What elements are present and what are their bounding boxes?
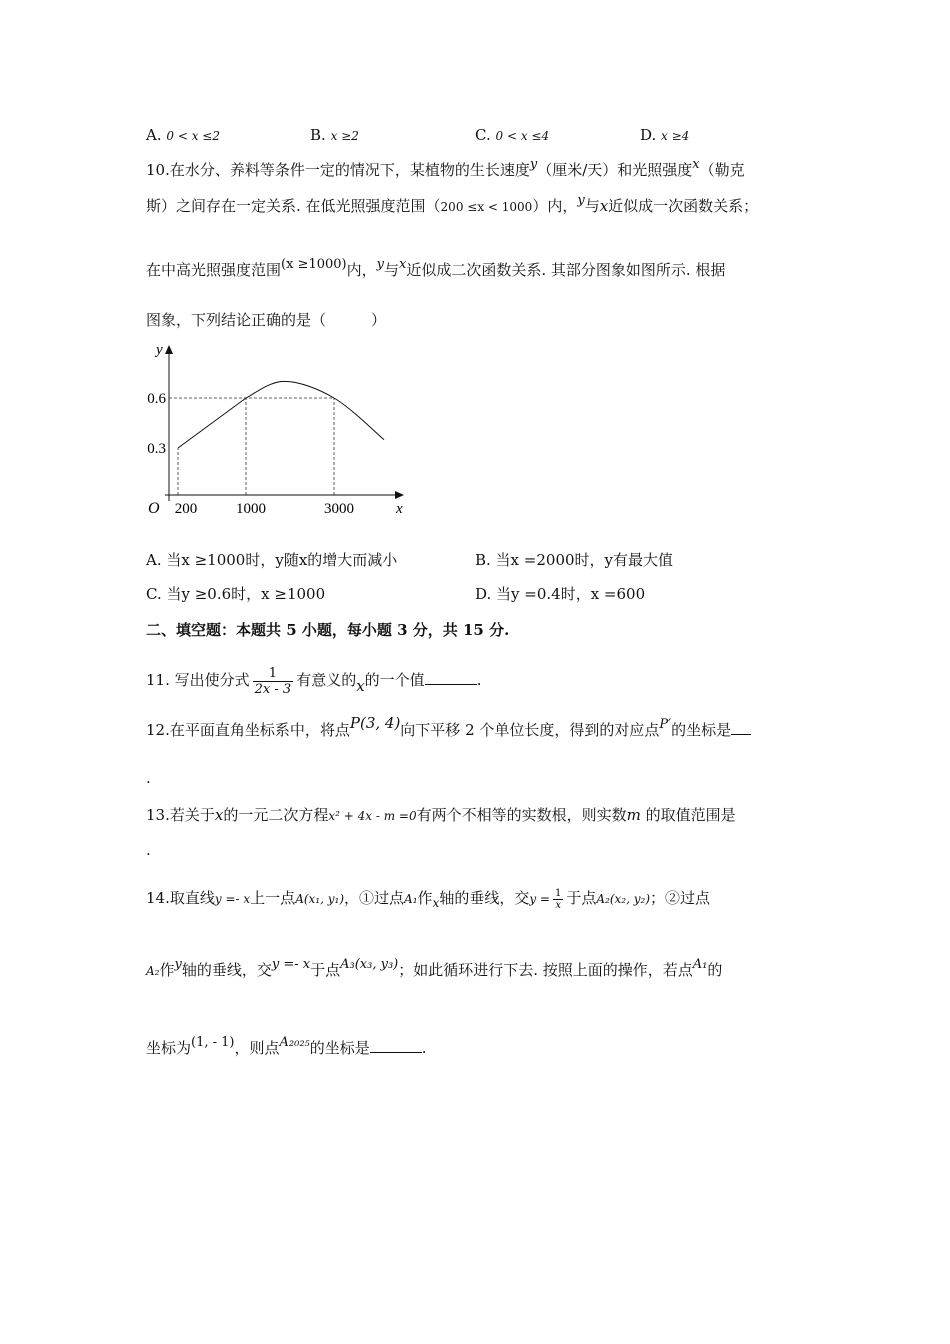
chart-quadratic-curve (246, 381, 384, 439)
q10-line-4: 图象，下列结论正确的是（ ） (146, 311, 387, 329)
q12-answer-blank[interactable] (731, 720, 751, 735)
chart-x-tick-label: 3000 (324, 501, 354, 517)
q12: 12.在平面直角坐标系中，将点P(3, 4)向下平移 2 个单位长度，得到的对应点P′的坐标是 (146, 720, 751, 742)
q11-fraction: $\frac{1}{2x - 3}$ (254, 665, 292, 697)
chart-y-axis-arrow (165, 345, 173, 354)
q10-option-d: D. 当y =0.4时，x =600 (475, 585, 646, 603)
q10-function-graph (140, 340, 403, 525)
chart-linear-segment (178, 398, 246, 448)
q14-line-3: 坐标为(1, - 1)，则点A₂₀₂₅的坐标是 . (146, 1035, 427, 1057)
q9-option-a: A. 0 < x ≤2 (146, 126, 220, 144)
q11: 11. 写出使分式 $\frac{1}{2x - 3}$ 有意义的x的一个值 . (146, 665, 482, 697)
q9-option-d: D. x ≥4 (640, 126, 690, 144)
q13: 13.若关于x的一元二次方程x² + 4x - m =0有两个不相等的实数根，则实数m 的取值范围是 (146, 806, 736, 824)
q13-period: . (146, 841, 151, 859)
chart-guide-lines (169, 398, 334, 495)
q10-option-a: A. 当x ≥1000时，y随x的增大而减小 (146, 551, 398, 569)
chart-x-axis-arrow (395, 491, 404, 499)
chart-x-tick-label: 200 (174, 501, 198, 517)
chart-y-label: y (156, 342, 163, 358)
q10-line-2: 斯）之间存在一定关系. 在低光照强度范围（200 ≤x < 1000）内，y与x近似成一次函数关系； (146, 193, 759, 215)
q9-option-b: B. x ≥2 (310, 126, 359, 144)
q10-option-b: B. 当x =2000时，y有最大值 (475, 551, 674, 569)
q14-line-1: 14.取直线y =- x上一点A(x₁, y₁)，①过点A₁作$_x$轴的垂线，交y = $\frac{1}{x}$ 于点A₂(x₂, y₂)；②过点 (146, 887, 711, 911)
q12-period: . (146, 769, 151, 787)
q10-line-3: 在中高光照强度范围(x ≥1000)内，y与x近似成二次函数关系. 其部分图象如图所示. 根据 (146, 257, 726, 279)
q14-answer-blank[interactable] (370, 1038, 422, 1053)
q10-option-c: C. 当y ≥0.6时，x ≥1000 (146, 585, 326, 603)
section-2-heading: 二、填空题：本题共 5 小题，每小题 3 分，共 15 分. (146, 621, 510, 639)
chart-x-tick-label: 1000 (236, 501, 266, 517)
chart-y-tick-label: 0.3 (147, 441, 166, 457)
chart-origin-label: O (148, 500, 160, 517)
q14-line-2: A₂作y轴的垂线，交y =- x于点A₃(x₃, y₃)；如此循环进行下去. 按照上面的操作，若点A₁的 (146, 957, 723, 979)
q10-line-1: 10.在水分、养料等条件一定的情况下，某植物的生长速度y（厘米/天）和光照强度x（勒克 (146, 157, 745, 179)
chart-y-tick-label: 0.6 (147, 391, 166, 407)
q11-answer-blank[interactable] (425, 670, 477, 685)
q9-option-c: C. 0 < x ≤4 (475, 126, 550, 144)
chart-x-label: x (396, 501, 403, 517)
